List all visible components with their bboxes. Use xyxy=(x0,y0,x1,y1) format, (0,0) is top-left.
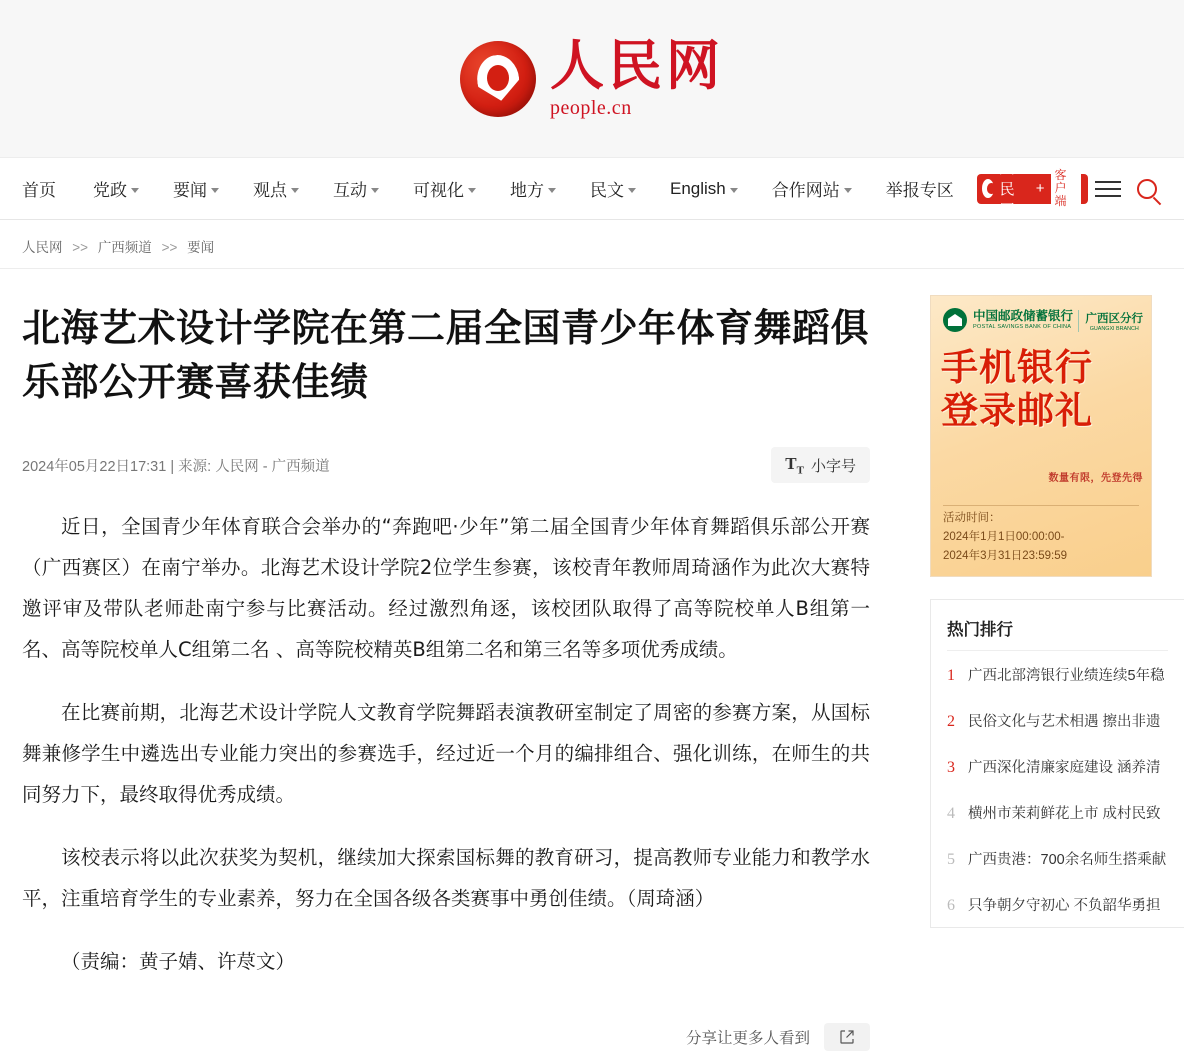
nav-item-home[interactable] xyxy=(22,158,76,220)
font-size-icon: $T_T$ xyxy=(785,453,804,477)
nav-label: 观点 xyxy=(253,181,287,200)
nav-label: 首页 xyxy=(22,181,56,200)
nav-item-english[interactable] xyxy=(653,158,755,220)
ad-subtext: 数量有限，先登先得 xyxy=(1048,473,1143,484)
ad-period-label: 活动时间： xyxy=(943,512,1001,525)
hot-ranking-list xyxy=(947,651,1184,927)
hot-item-text: 民俗文化与艺术相遇 擦出非遗 xyxy=(968,714,1161,730)
article xyxy=(0,269,930,1051)
ad-headline-line2: 登录邮礼 xyxy=(941,387,1093,432)
hot-ranking-panel xyxy=(930,599,1184,928)
list-item[interactable] xyxy=(947,651,1184,697)
hot-item-text: 只争朝夕守初心 不负韶华勇担 xyxy=(968,898,1161,914)
list-item[interactable] xyxy=(947,835,1184,881)
article-paragraph: 近日，全国青少年体育联合会举办的“奔跑吧·少年”第二届全国青少年体育舞蹈俱乐部公开赛（广西赛区）在南宁举办。北海艺术设计学院2位学生参赛，该校青年教师周琦涵作为此次大赛特邀评审及带队老师赴南宁参与比赛活动。经过激烈角逐，该校团队取得了高等院校单人B组第一名、高等院校单人C组第二名 、高等院校精英B组第二名和第三名等多项优秀成绩。 xyxy=(22,515,870,662)
nav-item-keshihua[interactable] xyxy=(396,158,493,220)
article-meta-left xyxy=(22,455,771,476)
nav-item-minwen[interactable] xyxy=(573,158,653,220)
ad-period-start: 2024年1月1日00:00:00- xyxy=(943,531,1065,544)
breadcrumb-item-people[interactable]: 人民网 xyxy=(22,240,63,255)
ad-period xyxy=(943,509,1067,566)
nav-label: English xyxy=(670,178,726,198)
search-button[interactable] xyxy=(1127,158,1166,220)
nav-label: 合作网站 xyxy=(771,181,840,200)
breadcrumb xyxy=(0,220,1184,269)
hot-item-text: 横州市茉莉鲜花上市 成村民致 xyxy=(968,806,1161,822)
nav-label: 地方 xyxy=(510,181,544,200)
font-size-label: 小字号 xyxy=(810,457,856,475)
article-paragraph: 在比赛前期，北海艺术设计学院人文教育学院舞蹈表演教研室制定了周密的参赛方案，从国标舞兼修学生中遴选出专业能力突出的参赛选手，经过近一个月的编排组合、强化训练，在师生的共同努力下，最终取得优秀成绩。 xyxy=(22,701,870,806)
hot-rank: 4 xyxy=(947,805,955,822)
nav-item-report-zone[interactable] xyxy=(869,158,971,220)
chevron-down-icon xyxy=(211,188,219,193)
ad-headline-line1: 手机银行 xyxy=(941,345,1093,389)
ad-region-en: GUANGXI BRANCH xyxy=(1089,326,1139,332)
meta-divider: | xyxy=(170,458,175,475)
search-icon xyxy=(1137,179,1157,199)
sidebar xyxy=(930,269,1184,1051)
external-link-icon xyxy=(839,1029,855,1045)
chevron-down-icon xyxy=(628,188,636,193)
menu-button[interactable] xyxy=(1088,158,1127,220)
breadcrumb-separator: >> xyxy=(72,240,89,255)
nav-label: 要闻 xyxy=(173,181,207,200)
nav-label: 民文 xyxy=(590,181,624,200)
nav-label: 举报专区 xyxy=(885,181,954,200)
app-badge-tag: 客户端 xyxy=(1051,167,1082,211)
nav-item-dangzheng[interactable] xyxy=(76,158,156,220)
page-title: 北海艺术设计学院在第二届全国青少年体育舞蹈俱乐部公开赛喜获佳绩 xyxy=(22,305,870,404)
breadcrumb-separator: >> xyxy=(161,240,178,255)
chevron-down-icon xyxy=(371,188,379,193)
article-paragraph: 该校表示将以此次获奖为契机，继续加大探索国标舞的教育研习，提高教师专业能力和教学水平，注重培育学生的专业素养，努力在全国各级各类赛事中勇创佳绩。（周琦涵） xyxy=(22,845,870,910)
chevron-down-icon xyxy=(468,188,476,193)
main-nav xyxy=(0,158,1184,220)
site-logo[interactable] xyxy=(460,32,724,121)
hot-rank: 2 xyxy=(947,713,955,730)
ad-bank-text xyxy=(973,310,1073,330)
hamburger-icon xyxy=(1095,181,1121,197)
site-masthead xyxy=(0,0,1184,158)
chevron-down-icon xyxy=(291,188,299,193)
nav-item-yaowen[interactable] xyxy=(156,158,236,220)
hot-item-text: 广西贵港：700余名师生搭乘献 xyxy=(968,852,1167,868)
nav-item-partners[interactable] xyxy=(755,158,869,220)
ad-divider xyxy=(943,505,1139,506)
article-editor: （责编：黄子婧、许荩文） xyxy=(61,949,296,973)
chevron-down-icon xyxy=(131,188,139,193)
ad-bank-region xyxy=(1078,310,1144,332)
hot-rank: 5 xyxy=(947,851,955,868)
list-item[interactable] xyxy=(947,881,1184,927)
chevron-down-icon xyxy=(548,188,556,193)
share-button[interactable] xyxy=(824,1023,870,1051)
hot-rank: 1 xyxy=(947,667,955,684)
hot-rank: 3 xyxy=(947,759,955,776)
breadcrumb-item-yaowen[interactable]: 要闻 xyxy=(187,240,215,255)
ad-region-cn: 广西区分行 xyxy=(1085,313,1143,325)
article-date: 2024年05月22日17:31 xyxy=(22,458,167,475)
app-download-badge[interactable] xyxy=(977,160,1088,219)
ad-bank-name-cn: 中国邮政储蓄银行 xyxy=(973,309,1074,324)
chevron-down-icon xyxy=(730,188,738,193)
app-badge-brand: 人民网 xyxy=(999,160,1016,219)
nav-label: 可视化 xyxy=(413,181,464,200)
hot-item-text: 广西北部湾银行业绩连续5年稳 xyxy=(968,668,1165,684)
chevron-down-icon xyxy=(844,188,852,193)
people-cn-mini-logo-icon xyxy=(982,179,994,198)
logo-title-en: people.cn xyxy=(550,97,632,120)
share-row xyxy=(22,1023,870,1051)
logo-title-cn: 人民网 xyxy=(550,32,724,97)
nav-item-hudong[interactable] xyxy=(316,158,396,220)
article-source[interactable]: 人民网 - 广西频道 xyxy=(215,458,330,475)
share-label: 分享让更多人看到 xyxy=(685,1029,810,1047)
logo-text xyxy=(550,32,724,121)
font-size-button[interactable] xyxy=(771,447,870,483)
hot-item-text: 广西深化清廉家庭建设 涵养清 xyxy=(968,760,1161,776)
breadcrumb-item-guangxi[interactable]: 广西频道 xyxy=(97,240,152,255)
hot-rank: 6 xyxy=(947,897,955,914)
nav-item-guandian[interactable] xyxy=(236,158,316,220)
list-item[interactable] xyxy=(947,743,1184,789)
content-area xyxy=(0,269,1184,1051)
article-body xyxy=(22,507,870,982)
article-meta xyxy=(22,447,870,483)
advertisement-banner[interactable] xyxy=(930,295,1152,577)
list-item[interactable] xyxy=(947,697,1184,743)
postal-bank-logo-icon xyxy=(943,308,967,332)
nav-label: 党政 xyxy=(93,181,127,200)
nav-item-difang[interactable] xyxy=(493,158,573,220)
article-source-label: 来源: xyxy=(178,458,212,475)
ad-bank-name-en: POSTAL SAVINGS BANK OF CHINA xyxy=(973,323,1072,330)
nav-label: 互动 xyxy=(333,181,367,200)
app-badge-plus: + xyxy=(1035,180,1045,197)
ad-period-end: 2024年3月31日23:59:59 xyxy=(943,550,1068,563)
list-item[interactable] xyxy=(947,789,1184,835)
ad-headline xyxy=(941,346,1151,431)
hot-ranking-title: 热门排行 xyxy=(947,616,1168,651)
people-cn-logo-icon xyxy=(460,41,536,117)
